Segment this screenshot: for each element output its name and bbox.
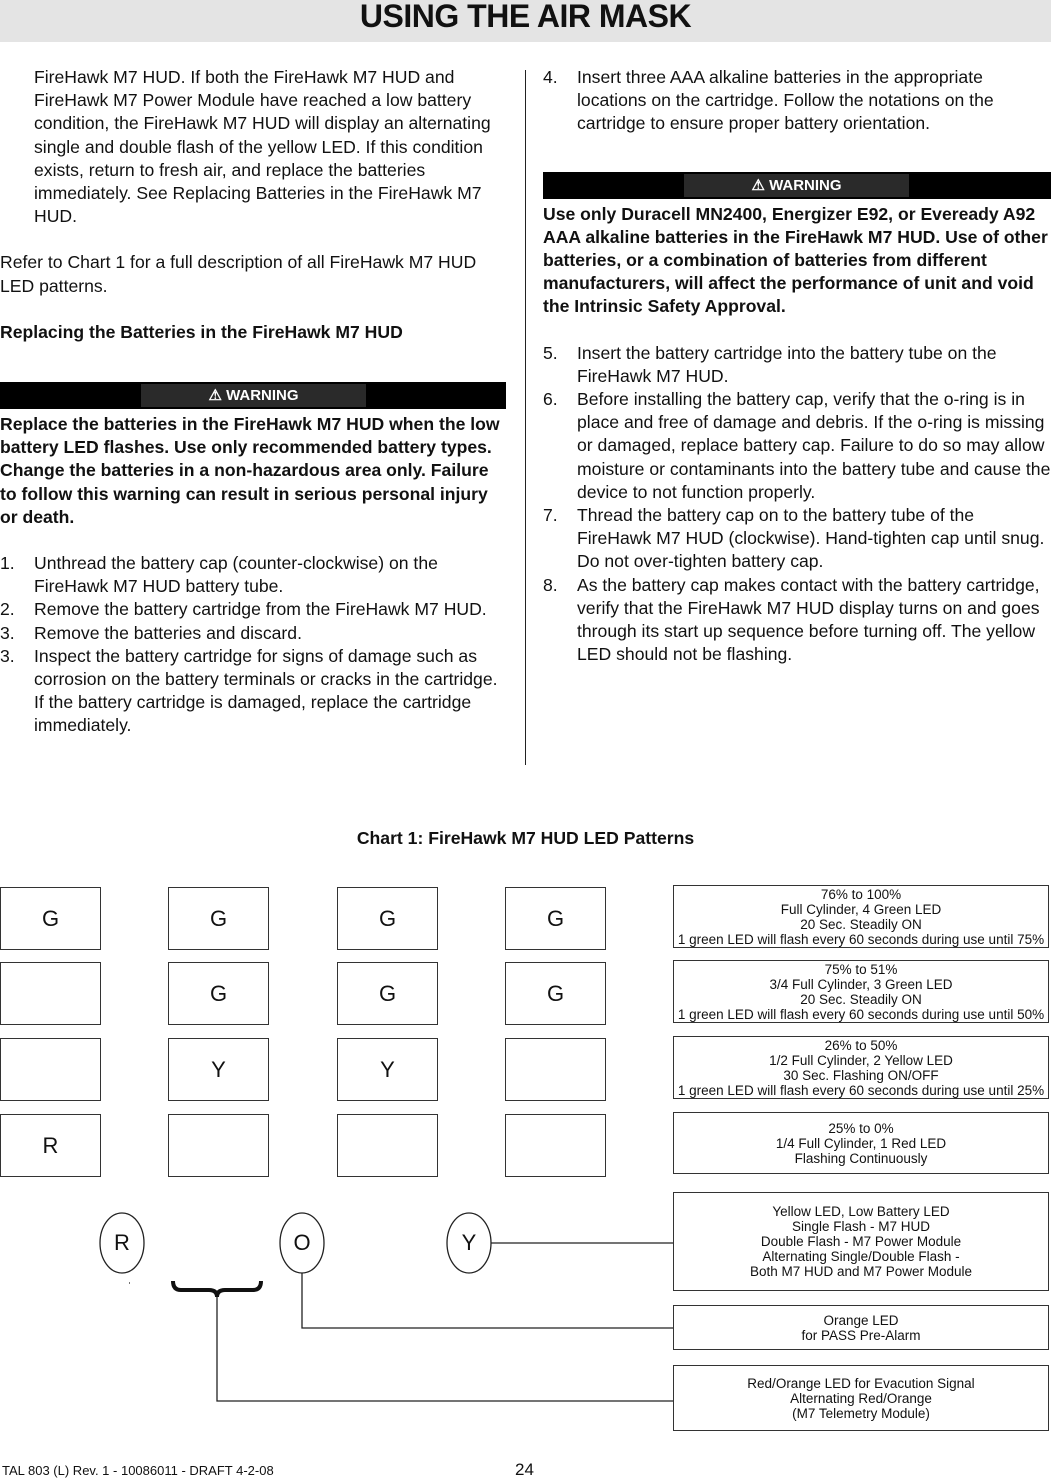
led-cell (0, 962, 101, 1025)
orange-connector (302, 1273, 673, 1328)
warning-text: Use only Duracell MN2400, Energizer E92, or Eveready A92 AAA alkaline batteries in the FireHawk M7 HUD. Use of other batteries, or a combination of batteries from different manufacturers, will affect the performance of unit and void the Intrinsic Safety Approval. (543, 203, 1048, 317)
step-text: Before installing the battery cap, verify that the o-ring is in place and free of damage and debris. If the o-ring is missing or damaged, replace battery cap. Failure to do so may allow moisture or contaminants into the battery tube and cause the device to not function properly. (577, 389, 1051, 502)
led-cell (337, 1114, 438, 1177)
description-line: 1 green LED will flash every 60 seconds during use until 25% (677, 1082, 1045, 1098)
description-line: Alternating Red/Orange (790, 1390, 932, 1406)
step-item (543, 342, 1051, 388)
led-circle-label: R (114, 1230, 130, 1255)
step-number: 6. (543, 389, 558, 410)
description-line: 30 Sec. Flashing ON/OFF (783, 1067, 939, 1083)
description-line: 3/4 Full Cylinder, 3 Green LED (769, 976, 953, 992)
step-item (543, 504, 1051, 574)
warning-label: ⚠ WARNING (684, 174, 909, 197)
step-text: Unthread the battery cap (counter-clockwise) on the FireHawk M7 HUD battery tube. (34, 553, 438, 597)
led-cell: G (168, 887, 269, 950)
warning-text: Replace the batteries in the FireHawk M7 HUD when the low battery LED flashes. Use only recommended battery types. Change the batteries in a non-hazardous area only. Failure to follow this warning can result in serious personal injury or death. (0, 414, 500, 527)
pattern-description (673, 1305, 1049, 1350)
warning-label-text: WARNING (769, 176, 842, 194)
step-text: Remove the battery cartridge from the FireHawk M7 HUD. (34, 599, 487, 620)
page-number: 24 (515, 1460, 534, 1479)
led-cell: G (505, 887, 606, 950)
pattern-description (673, 1112, 1049, 1174)
warning-label-text: WARNING (226, 387, 299, 405)
led-circle-label: Y (461, 1230, 477, 1255)
chart-title: Chart 1: FireHawk M7 HUD LED Patterns (356, 828, 695, 848)
left-column (0, 66, 506, 738)
step-text: As the battery cap makes contact with the battery cartridge, verify that the FireHawk M7 HUD display turns on and goes through its start up sequence before turning off. The yellow LED should not be flashing. (577, 574, 1040, 665)
steps-list (543, 342, 1051, 667)
led-cell: G (337, 962, 438, 1025)
warning-label: ⚠ WARNING (141, 384, 366, 407)
paragraph: Refer to Chart 1 for a full description of all FireHawk M7 HUD LED patterns. (0, 252, 477, 296)
description-line: Single Flash - M7 HUD (791, 1219, 931, 1234)
footer-doc-id: TAL 803 (L) Rev. 1 - 10086011 - DRAFT 4-2-08 (2, 1463, 274, 1478)
description-line: Flashing Continuously (794, 1150, 928, 1166)
step-item (0, 552, 506, 598)
led-cell (505, 1114, 606, 1177)
description-line: Alternating Single/Double Flash - (762, 1249, 960, 1264)
led-circle-label: O (293, 1230, 311, 1255)
steps-list (0, 552, 506, 738)
step-number: 8. (543, 574, 558, 595)
step-number: 4. (543, 67, 558, 87)
description-line: Full Cylinder, 4 Green LED (780, 901, 942, 917)
led-cell: G (168, 962, 269, 1025)
description-line: 1/2 Full Cylinder, 2 Yellow LED (769, 1052, 953, 1068)
led-cell (505, 1038, 606, 1101)
description-line: Double Flash - M7 Power Module (760, 1234, 962, 1249)
pattern-description (673, 960, 1049, 1023)
led-cell: G (337, 887, 438, 950)
step-number: 3. (0, 645, 15, 666)
description-line: Red/Orange LED for Evacution Signal (747, 1375, 975, 1391)
description-line: 1/4 Full Cylinder, 1 Red LED (775, 1135, 947, 1151)
led-cell: Y (168, 1038, 269, 1101)
description-line: 26% to 50% (824, 1037, 898, 1053)
section-heading: Replacing the Batteries in the FireHawk M7 HUD (0, 321, 403, 342)
led-cell: G (505, 962, 606, 1025)
step-text: Insert three AAA alkaline batteries in the appropriate locations on the cartridge. Follow the notations on the cartridge to ensure proper battery orientation. (577, 67, 994, 134)
description-line: Orange LED (823, 1312, 899, 1328)
step-item (543, 388, 1051, 504)
description-line: (M7 Telemetry Module) (792, 1405, 930, 1421)
step-text: Thread the battery cap on to the battery tube of the FireHawk M7 HUD (clockwise). Hand-tighten cap until snug. Do not over-tighten battery cap. (577, 505, 1045, 572)
description-line: 1 green LED will flash every 60 seconds during use until 75% (677, 931, 1045, 947)
pattern-description (673, 1192, 1049, 1291)
led-cell: G (0, 887, 101, 950)
step-text: Inspect the battery cartridge for signs of damage such as corrosion on the battery terminals or cracks in the cartridge. If the battery cartridge is damaged, replace the cartridge immediately. (34, 645, 498, 736)
pattern-description (673, 1365, 1049, 1431)
led-cell (0, 1038, 101, 1101)
step-item (543, 66, 1051, 136)
step-number: 7. (543, 505, 558, 526)
led-cell (168, 1114, 269, 1177)
right-column (543, 66, 1051, 666)
warning-banner (0, 382, 506, 409)
description-line: 20 Sec. Steadily ON (800, 991, 922, 1007)
redorange-connector (217, 1292, 673, 1401)
step-text: Remove the batteries and discard. (34, 622, 302, 643)
description-line: 20 Sec. Steadily ON (800, 916, 922, 932)
step-number: 5. (543, 342, 558, 363)
description-line: 1 green LED will flash every 60 seconds during use until 50% (677, 1006, 1045, 1022)
column-divider (525, 70, 526, 765)
step-number: 3. (0, 622, 15, 643)
led-cell: Y (337, 1038, 438, 1101)
description-line: for PASS Pre-Alarm (801, 1327, 921, 1343)
step-item (0, 622, 506, 645)
step-number: 2. (0, 599, 15, 620)
page-title: USING THE AIR MASK (0, 0, 1051, 42)
brace-icon (173, 1281, 261, 1297)
led-cell: R (0, 1114, 101, 1177)
step-item (543, 574, 1051, 667)
step-number: 1. (0, 553, 15, 574)
paragraph: FireHawk M7 HUD. If both the FireHawk M7 HUD and FireHawk M7 Power Module have reached a low battery condition, the FireHawk M7 HUD will display an alternating single and double flash of the yellow LED. If this condition exists, return to fresh air, and replace the batteries immediately. See Replacing Batteries in the FireHawk M7 HUD. (34, 67, 491, 227)
step-text: Insert the battery cartridge into the battery tube on the FireHawk M7 HUD. (577, 342, 997, 386)
description-line: Both M7 HUD and M7 Power Module (749, 1264, 973, 1279)
description-line: 76% to 100% (820, 886, 902, 902)
step-item (0, 645, 506, 738)
description-line: Yellow LED, Low Battery LED (772, 1204, 950, 1219)
step-item (0, 598, 506, 621)
warning-banner (543, 172, 1051, 199)
description-line: 25% to 0% (828, 1120, 894, 1136)
description-line: 75% to 51% (824, 961, 898, 977)
pattern-description (673, 885, 1049, 948)
pattern-description (673, 1036, 1049, 1099)
